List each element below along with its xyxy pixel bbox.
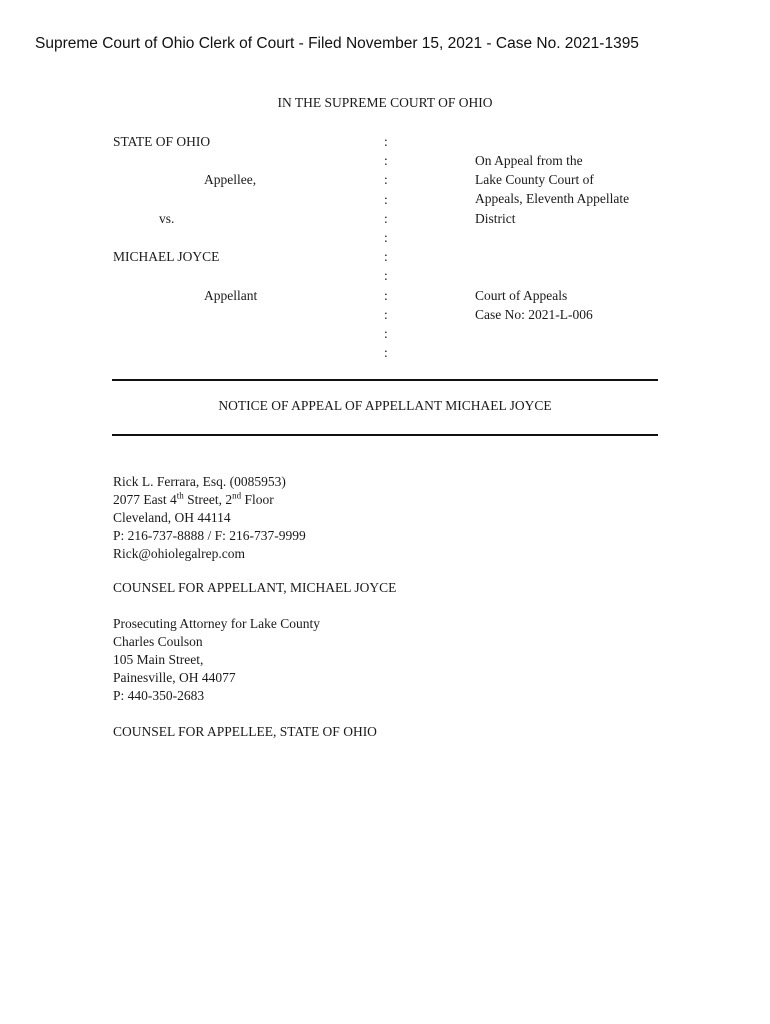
address-floor: Floor — [241, 492, 274, 507]
caption-colon: : — [384, 229, 388, 245]
appellee-counsel-city: Painesville, OH 44077 — [113, 670, 236, 685]
appeal-from-line: On Appeal from the — [475, 153, 583, 168]
versus-label: vs. — [159, 210, 175, 226]
filing-header: Supreme Court of Ohio Clerk of Court - Filed November 15, 2021 - Case No. 2021-1395 — [35, 35, 639, 52]
address-number: 2077 East 4 — [113, 492, 177, 507]
caption-colon: : — [384, 210, 388, 226]
caption-colon: : — [384, 249, 388, 265]
appellee-counsel-block — [113, 615, 320, 705]
lower-court-label: Court of Appeals — [475, 288, 568, 303]
appellee-counsel-name: Charles Coulson — [113, 634, 203, 649]
caption-colon: : — [384, 345, 388, 361]
divider-top — [112, 379, 658, 381]
spacer-line — [113, 190, 257, 209]
appellee-counsel-office: Prosecuting Attorney for Lake County — [113, 616, 320, 631]
appellant-counsel-address — [113, 491, 306, 509]
spacer-line — [113, 228, 257, 247]
case-caption-parties — [113, 132, 257, 305]
caption-colon-column — [384, 132, 388, 362]
court-title: IN THE SUPREME COURT OF OHIO — [277, 95, 493, 110]
email-link[interactable]: Rick@ohiolegalrep.com — [113, 546, 246, 561]
appeal-from-block — [475, 151, 629, 228]
lower-court-case-number: Case No: 2021-L-006 — [475, 307, 593, 323]
caption-colon: : — [384, 268, 388, 284]
caption-colon: : — [384, 172, 388, 188]
caption-colon: : — [384, 134, 388, 149]
caption-colon: : — [384, 191, 388, 207]
lower-court-case-block — [475, 286, 593, 324]
address-street: Street, 2 — [183, 492, 233, 507]
appellant-counsel-city: Cleveland, OH 44114 — [113, 510, 231, 525]
caption-colon: : — [384, 287, 388, 303]
caption-colon: : — [384, 153, 388, 169]
notice-title: NOTICE OF APPEAL OF APPELLANT MICHAEL JOYCE — [218, 398, 552, 413]
appellant-counsel-phone: P: 216-737-8888 / F: 216-737-9999 — [113, 528, 306, 543]
appellee-counsel-label: COUNSEL FOR APPELLEE, STATE OF OHIO — [113, 724, 377, 739]
appellant-counsel-label: COUNSEL FOR APPELLANT, MICHAEL JOYCE — [113, 580, 397, 595]
appeal-from-line: Lake County Court of — [475, 172, 594, 188]
defendant-name: MICHAEL JOYCE — [113, 249, 220, 265]
appellant-counsel-name: Rick L. Ferrara, Esq. (0085953) — [113, 474, 286, 489]
ordinal-suffix: nd — [232, 490, 242, 501]
appellee-counsel-street: 105 Main Street, — [113, 652, 204, 667]
defendant-role: Appellant — [204, 287, 258, 303]
caption-colon: : — [384, 306, 388, 322]
spacer-line — [113, 151, 257, 170]
plaintiff-name: STATE OF OHIO — [113, 134, 211, 149]
appellant-counsel-block — [113, 473, 306, 563]
appellee-counsel-phone: P: 440-350-2683 — [113, 688, 205, 703]
plaintiff-role: Appellee, — [204, 172, 257, 188]
ordinal-suffix: th — [176, 490, 184, 501]
appeal-from-line: Appeals, Eleventh Appellate — [475, 191, 630, 207]
spacer-line — [113, 266, 257, 285]
appeal-from-line: District — [475, 210, 516, 226]
caption-colon: : — [384, 325, 388, 341]
divider-bottom — [112, 434, 658, 436]
appellant-counsel-email[interactable] — [113, 545, 306, 563]
